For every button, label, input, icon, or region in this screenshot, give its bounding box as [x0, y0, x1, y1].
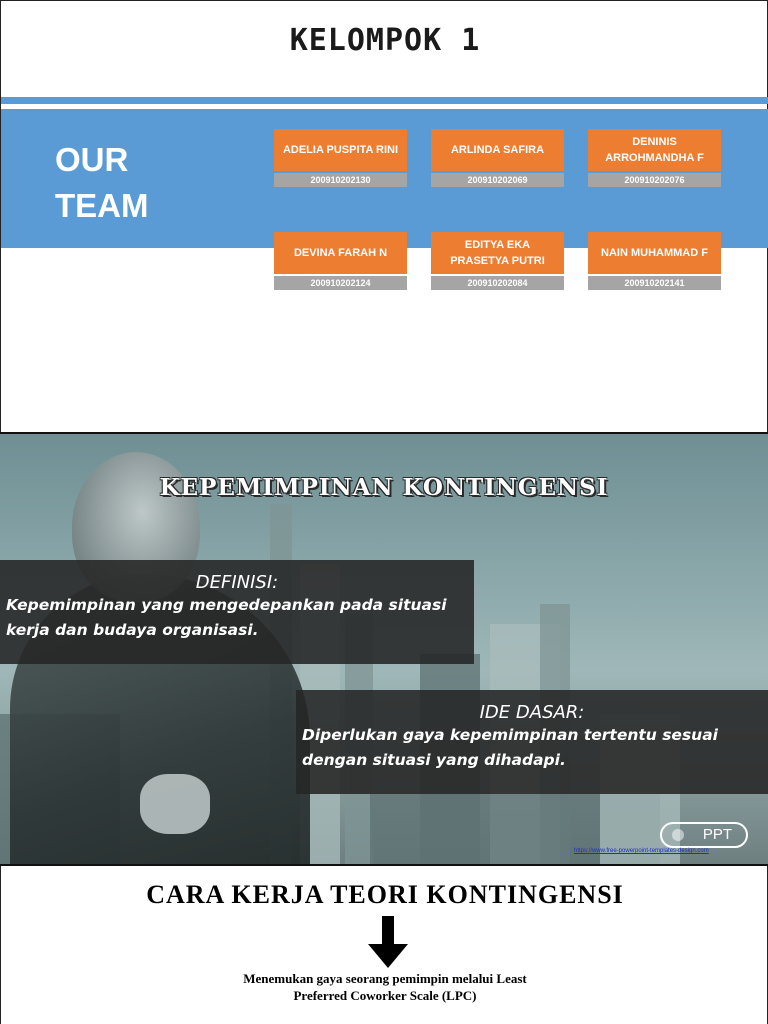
member-name: ARLINDA SAFIRA — [431, 129, 564, 171]
down-arrow-icon — [382, 916, 394, 946]
ide-dasar-heading: IDE DASAR: — [479, 702, 585, 723]
member-card — [431, 129, 564, 187]
businessman-hand — [140, 774, 210, 834]
template-link[interactable]: https://www.free-powerpoint-templates-design.com — [574, 848, 709, 854]
member-card — [274, 129, 407, 187]
member-id: 200910202141 — [588, 276, 721, 290]
divider-line — [1, 97, 768, 104]
member-id: 200910202130 — [274, 173, 407, 187]
ppt-badge: PPT — [660, 822, 748, 848]
definisi-box — [0, 560, 474, 664]
member-card — [274, 232, 407, 290]
definisi-heading: DEFINISI: — [195, 572, 279, 593]
member-name: DENINIS ARROHMANDHA F — [588, 129, 721, 171]
member-card — [431, 232, 564, 290]
slide-our-team — [0, 0, 768, 432]
member-card — [588, 232, 721, 290]
member-id: 200910202124 — [274, 276, 407, 290]
member-card — [588, 129, 721, 187]
ppt-logo-icon — [672, 829, 684, 841]
slide-title: CARA KERJA TEORI KONTINGENSI — [146, 880, 624, 909]
definisi-text: Kepemimpinan yang mengedepankan pada situasi kerja dan budaya organisasi. — [6, 596, 447, 639]
down-arrow-icon-head — [368, 944, 408, 968]
member-name: EDITYA EKA PRASETYA PUTRI — [431, 232, 564, 274]
member-name: ADELIA PUSPITA RINI — [274, 129, 407, 171]
ide-dasar-text: Diperlukan gaya kepemimpinan tertentu sesuai dengan situasi yang dihadapi. — [302, 726, 718, 769]
member-id: 200910202084 — [431, 276, 564, 290]
slide-kepemimpinan-kontingensi — [0, 432, 768, 866]
slide-cara-kerja — [0, 866, 768, 1024]
member-id: 200910202069 — [431, 173, 564, 187]
step-text: Menemukan gaya seorang pemimpin melalui Least Preferred Coworker Scale (LPC) — [243, 971, 527, 1003]
member-id: 200910202076 — [588, 173, 721, 187]
slide-title: KEPEMIMPINAN KONTINGENSI — [159, 474, 609, 501]
member-name: NAIN MUHAMMAD F — [588, 232, 721, 274]
ide-dasar-box — [296, 690, 768, 794]
member-name: DEVINA FARAH N — [274, 232, 407, 274]
our-team-label: OUR TEAM — [55, 141, 149, 224]
slide-title: KELOMPOK 1 — [289, 23, 481, 58]
